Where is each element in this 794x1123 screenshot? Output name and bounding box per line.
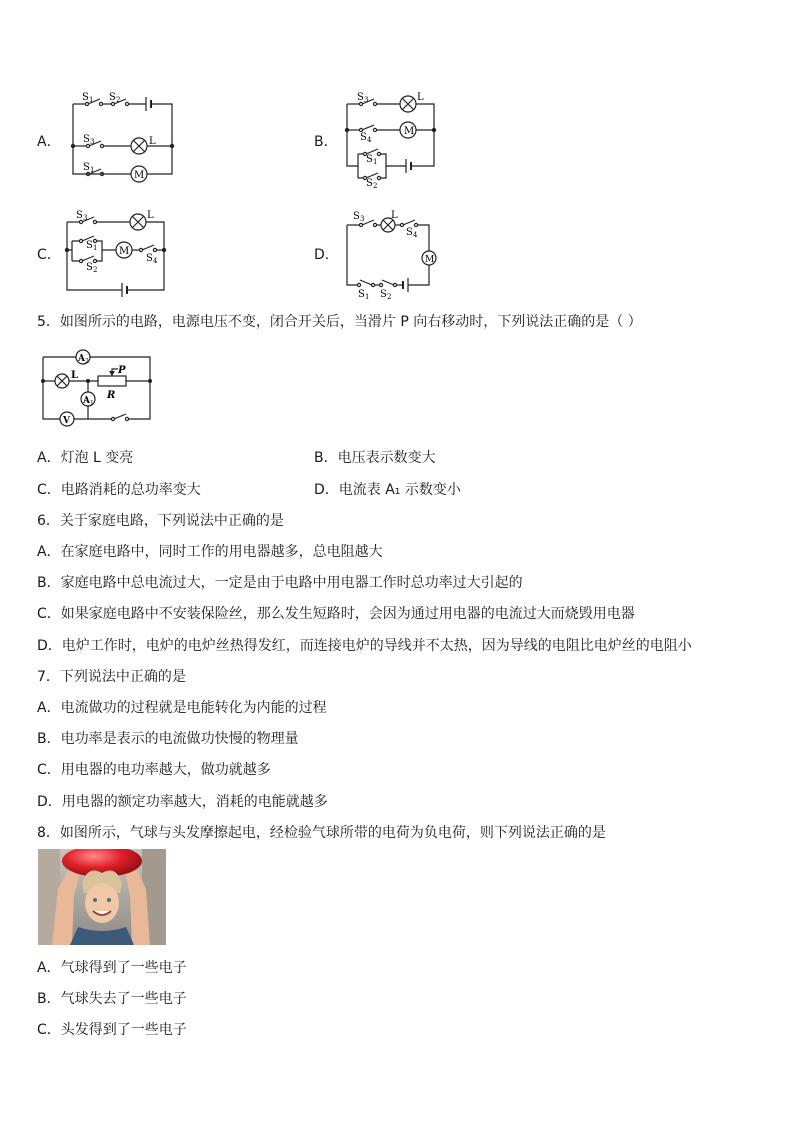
q7-option-b[interactable]: B．电功率是表示的电流做功快慢的物理量 bbox=[37, 731, 299, 747]
q4a-s1-label: S bbox=[82, 92, 89, 103]
q5-option-b[interactable]: B．电压表示数变大 bbox=[314, 450, 436, 466]
q4-circuit-c-diagram bbox=[60, 205, 175, 300]
q4d-s1-label: S bbox=[358, 289, 365, 300]
q5-option-a[interactable]: A．灯泡 L 变亮 bbox=[37, 450, 134, 466]
q4b-motor-label: M bbox=[404, 126, 415, 137]
q4d-s2-sub: 2 bbox=[387, 293, 392, 300]
q4c-motor-label: M bbox=[119, 246, 130, 257]
q6-option-b[interactable]: B．家庭电路中总电流过大，一定是由于电路中用电器工作时总功率过大引起的 bbox=[37, 575, 523, 591]
q5-option-c[interactable]: C．电路消耗的总功率变大 bbox=[37, 482, 201, 498]
q7-option-c[interactable]: C．用电器的电功率越大，做功就越多 bbox=[37, 762, 271, 778]
q6-option-d[interactable]: D．电炉工作时，电炉的电炉丝热得发红，而连接电炉的导线并不太热，因为导线的电阻比电炉丝的电阻小 bbox=[37, 638, 692, 654]
q4a-s2-label: S bbox=[109, 92, 116, 103]
q4d-s1-sub: 1 bbox=[365, 293, 370, 300]
q4b-s3-sub: 3 bbox=[364, 96, 369, 104]
q4-circuit-d-diagram bbox=[340, 205, 445, 300]
q6-option-a[interactable]: A．在家庭电路中，同时工作的用电器越多，总电阻越大 bbox=[37, 544, 383, 560]
q4c-s2-sub: 2 bbox=[93, 266, 98, 274]
q4a-lamp-label: L bbox=[149, 136, 156, 147]
q5-voltmeter-label: V bbox=[63, 416, 70, 426]
q5-ammeter-a2-label: A bbox=[78, 354, 85, 364]
q8-option-c[interactable]: C．头发得到了一些电子 bbox=[37, 1022, 187, 1038]
q4c-s4-sub: 4 bbox=[153, 257, 158, 265]
q4b-s1-label: S bbox=[366, 154, 373, 165]
q8-balloon-photo bbox=[38, 849, 166, 945]
q4-circuit-b-diagram bbox=[338, 88, 448, 188]
q4d-s4-label: S bbox=[406, 227, 413, 238]
q4d-s3-sub: 3 bbox=[360, 215, 365, 223]
q5-resistor-r-label: R bbox=[107, 390, 116, 401]
q4a-s3-label: S bbox=[83, 134, 90, 145]
q5-circuit-diagram bbox=[38, 347, 156, 431]
q4c-s3-sub: 3 bbox=[83, 214, 88, 222]
q8-option-b[interactable]: B．气球失去了一些电子 bbox=[37, 991, 187, 1007]
q4c-s1-label: S bbox=[86, 240, 93, 251]
q4a-motor-label: M bbox=[134, 170, 145, 181]
q7-option-d[interactable]: D．用电器的额定功率越大，消耗的电能就越多 bbox=[37, 794, 328, 810]
q4b-lamp-label: L bbox=[417, 92, 424, 103]
q4a-s2-sub: 2 bbox=[116, 96, 121, 104]
q4c-lamp-label: L bbox=[147, 210, 154, 221]
q4b-s4-label: S bbox=[360, 132, 367, 143]
q8-option-a[interactable]: A．气球得到了一些电子 bbox=[37, 960, 187, 976]
q4d-motor-label: M bbox=[425, 255, 435, 265]
q4b-s2-label: S bbox=[366, 178, 373, 188]
q4a-s3-sub: 3 bbox=[90, 138, 95, 146]
q4a-s1b-sub: 1 bbox=[90, 166, 95, 174]
q4-option-d-letter[interactable]: D． bbox=[314, 247, 339, 263]
q8-stem: 8．如图所示，气球与头发摩擦起电，经检验气球所带的电荷为负电荷，则下列说法正确的是 bbox=[37, 825, 606, 841]
q4-circuit-a-diagram bbox=[60, 88, 185, 183]
q4b-s1-sub: 1 bbox=[373, 158, 378, 166]
q4c-s2-label: S bbox=[86, 262, 93, 273]
q4c-s3-label: S bbox=[76, 210, 83, 221]
q5-lamp-label: L bbox=[71, 370, 79, 381]
q6-option-c[interactable]: C．如果家庭电路中不安装保险丝，那么发生短路时，会因为通过用电器的电流过大而烧毁用电器 bbox=[37, 606, 635, 622]
q4a-s1b-label: S bbox=[83, 162, 90, 173]
q4c-s1-sub: 1 bbox=[93, 244, 98, 252]
q4d-s2-label: S bbox=[380, 289, 387, 300]
q5-ammeter-a2-sub: 2 bbox=[85, 358, 89, 365]
q4d-lamp-label: L bbox=[391, 210, 398, 221]
q4-option-b-letter[interactable]: B． bbox=[314, 134, 338, 150]
q5-ammeter-a1-sub: 1 bbox=[90, 400, 94, 407]
q5-stem: 5．如图所示的电路，电源电压不变，闭合开关后，当滑片 P 向右移动时，下列说法正确的是（ ） bbox=[37, 314, 642, 330]
q4b-s4-sub: 4 bbox=[367, 136, 372, 144]
q7-stem: 7．下列说法中正确的是 bbox=[37, 669, 186, 685]
q4b-s3-label: S bbox=[357, 92, 364, 103]
q4b-s2-sub: 2 bbox=[373, 182, 378, 188]
q5-ammeter-a1-label: A bbox=[83, 396, 90, 406]
q6-stem: 6．关于家庭电路，下列说法中正确的是 bbox=[37, 513, 284, 529]
q4c-s4-label: S bbox=[146, 253, 153, 264]
q5-option-d[interactable]: D．电流表 A₁ 示数变小 bbox=[314, 482, 461, 498]
q7-option-a[interactable]: A．电流做功的过程就是电能转化为内能的过程 bbox=[37, 700, 327, 716]
q5-slider-p-label: P bbox=[118, 365, 126, 376]
q4-option-a-letter[interactable]: A． bbox=[37, 134, 61, 150]
q4d-s3-label: S bbox=[353, 211, 360, 222]
q4-option-c-letter[interactable]: C． bbox=[37, 247, 61, 263]
q4d-s4-sub: 4 bbox=[413, 231, 418, 239]
q4a-s1-sub: 1 bbox=[89, 96, 94, 104]
